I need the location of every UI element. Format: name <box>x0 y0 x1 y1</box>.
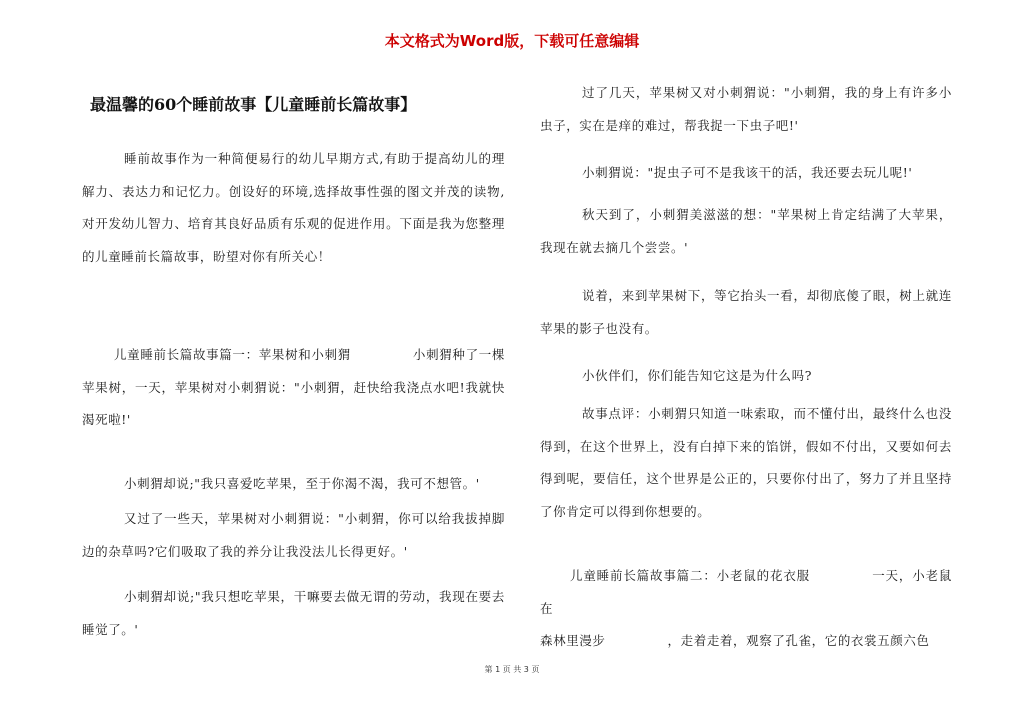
story2-line2-end: ，走着走着，观察了孔雀，它的衣裳五颜六色 <box>667 633 930 648</box>
page-footer: 第 1 页 共 3 页 <box>484 665 540 674</box>
document-title: 最温馨的60个睡前故事【儿童睡前长篇故事】 <box>90 95 417 114</box>
document-banner: 本文格式为Word版，下载可任意编辑 <box>384 32 640 50</box>
story1-paragraph-6: 小刺猬说："捉虫子可不是我该干的活，我还要去玩儿呢!' <box>582 165 913 180</box>
story1-paragraph-3: 又过了一些天，苹果树对小刺猬说："小刺猬，你可以给我拔掉脚边的杂草吗?它们吸取了我的养分让我没法儿长得更好。' <box>82 511 505 559</box>
story1-heading: 儿童睡前长篇故事篇一：苹果树和小刺猬 <box>114 347 351 362</box>
story1-paragraph <box>82 339 505 437</box>
story2-paragraph <box>540 560 952 658</box>
story1-opening: 小刺猬种了一棵苹果树，一天，苹果树对小刺猬说："小刺猬，赶快给我浇点水吧!我就快渴死啦!' <box>82 347 505 427</box>
story2-line2-start: 森林里漫步 <box>540 633 606 648</box>
story1-commentary: 故事点评：小刺猬只知道一味索取，而不懂付出，最终什么也没得到，在这个世界上，没有白掉下来的馅饼，假如不付出，又要如何去得到呢，要信任，这个世界是公正的，只要你付出了，努力了并且坚持了你肯定可以得到你想要的。 <box>540 406 952 519</box>
story1-paragraph-7: 秋天到了，小刺猬美滋滋的想："苹果树上肯定结满了大苹果，我现在就去摘几个尝尝。' <box>540 207 952 255</box>
story2-heading: 儿童睡前长篇故事篇二：小老鼠的花衣服 <box>570 568 810 583</box>
story1-paragraph-2: 小刺猬却说;"我只喜爱吃苹果，至于你渴不渴，我可不想管。' <box>124 476 480 491</box>
story1-paragraph-4: 小刺猬却说;"我只想吃苹果，干嘛要去做无谓的劳动，我现在要去睡觉了。' <box>82 589 505 637</box>
intro-paragraph: 睡前故事作为一种简便易行的幼儿早期方式,有助于提高幼儿的理解力、表达力和记忆力。创设好的环境,选择故事性强的图文并茂的读物,对开发幼儿智力、培育其良好品质有乐观的促进作用。下面是我为您整理的儿童睡前长篇故事，盼望对你有所关心！ <box>82 151 505 264</box>
story1-paragraph-5: 过了几天，苹果树又对小刺猬说："小刺猬，我的身上有许多小虫子，实在是痒的难过，帮我捉一下虫子吧!' <box>540 85 952 133</box>
story1-paragraph-9: 小伙伴们，你们能告知它这是为什么吗? <box>582 368 813 383</box>
story1-paragraph-8: 说着，来到苹果树下，等它抬头一看，却彻底傻了眼，树上就连苹果的影子也没有。 <box>540 288 952 336</box>
story2-opening: 一天，小老鼠在 <box>540 568 952 616</box>
